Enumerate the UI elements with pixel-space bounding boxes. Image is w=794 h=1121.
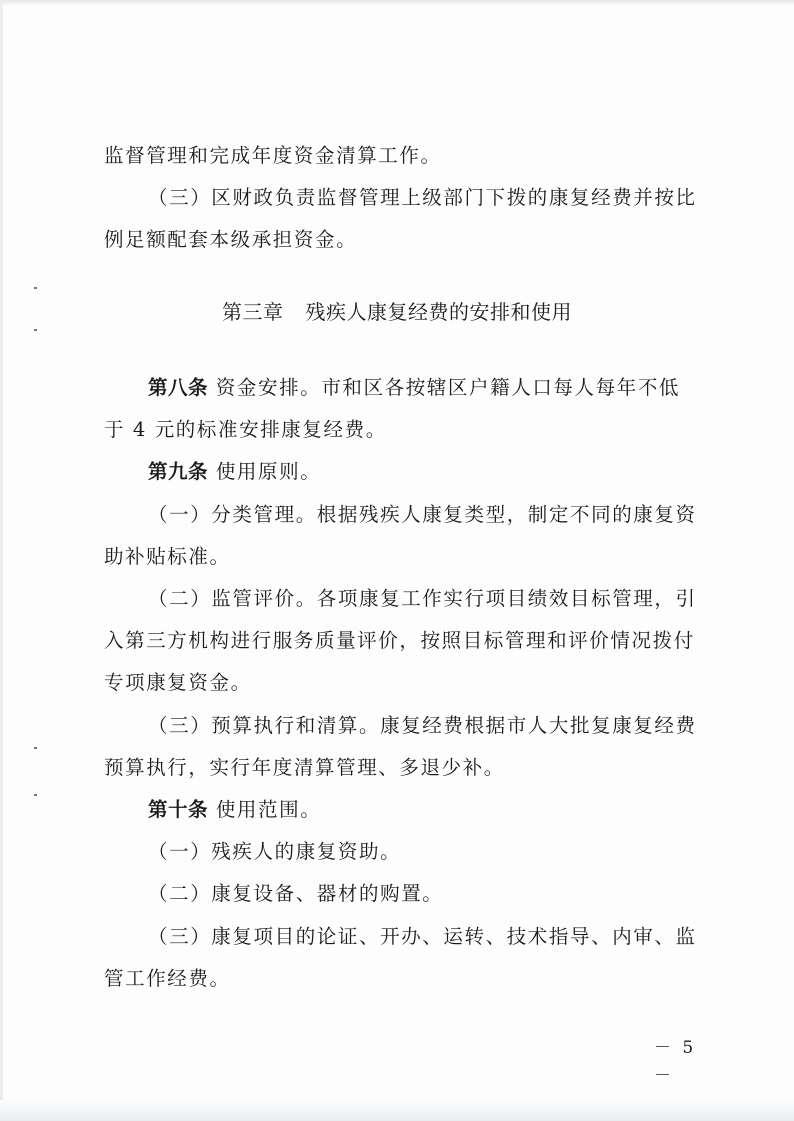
chapter-number: 第三章 [222, 300, 284, 324]
text-line: 管工作经费。 [104, 967, 231, 990]
list-item-line: （一）残疾人的康复资助。 [148, 840, 402, 863]
list-item-line: （二）监管评价。各项康复工作实行项目绩效目标管理，引 [148, 587, 697, 610]
margin-mark [34, 287, 37, 289]
article-label: 第九条 [148, 460, 209, 483]
text-line: 预算执行，实行年度清算管理、多退少补。 [104, 756, 505, 779]
list-item-line: （一）分类管理。根据残疾人康复类型，制定不同的康复资 [148, 503, 697, 526]
chapter-title: 残疾人康复经费的安排和使用 [305, 300, 572, 324]
scan-edge-top [0, 0, 794, 6]
article-10-line [0, 790, 794, 830]
article-text: 资金安排。市和区各按辖区户籍人口每人每年不低 [215, 376, 681, 399]
page-number: － 5 － [654, 1038, 697, 1086]
chapter-heading [0, 292, 794, 332]
text-line: （三）区财政负责监督管理上级部门下拨的康复经费并按比 [148, 186, 697, 209]
text-line: 于 4 元的标准安排康复经费。 [104, 418, 387, 441]
scan-edge-bottom [0, 1100, 794, 1121]
article-label: 第十条 [148, 798, 209, 821]
list-item-line: （二）康复设备、器材的购置。 [148, 882, 444, 905]
article-text: 使用原则。 [215, 460, 322, 483]
text-line: 入第三方机构进行服务质量评价，按照目标管理和评价情况拨付 [104, 629, 695, 652]
list-item-line: （三）康复项目的论证、开办、运转、技术指导、内审、监 [148, 925, 697, 948]
text-line: 例足额配套本级承担资金。 [104, 228, 358, 251]
text-line: 助补贴标准。 [104, 545, 231, 568]
text-line: 专项康复资金。 [104, 671, 252, 694]
text-line: 监督管理和完成年度资金清算工作。 [104, 144, 442, 167]
list-item-line: （三）预算执行和清算。康复经费根据市人大批复康复经费 [148, 714, 697, 737]
article-text: 使用范围。 [215, 798, 322, 821]
article-8-line [0, 368, 794, 408]
article-label: 第八条 [148, 376, 209, 399]
article-9-line [0, 452, 794, 492]
